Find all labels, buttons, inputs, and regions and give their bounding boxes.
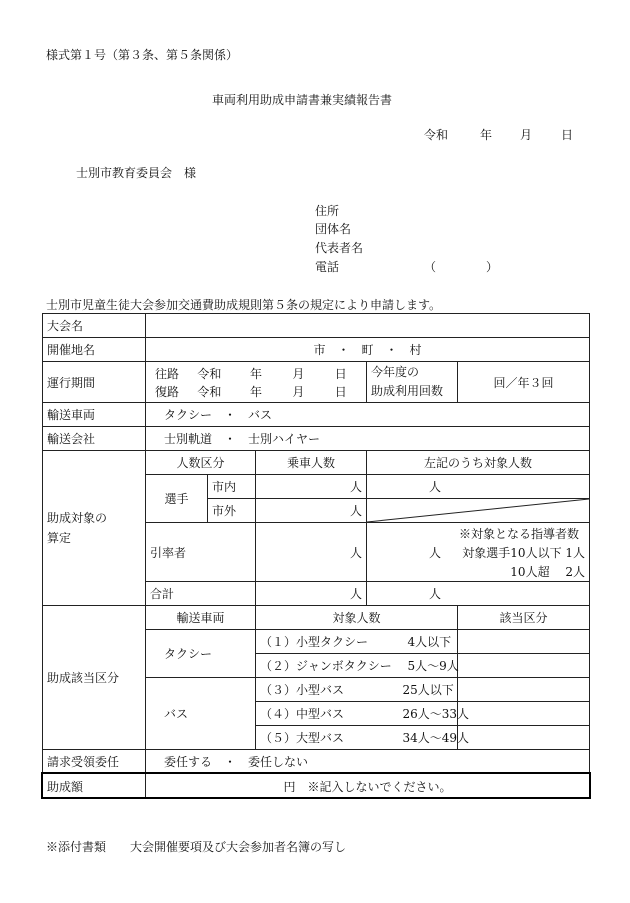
calc-label-line2: 算定 xyxy=(47,531,72,545)
leaders-note-line1: 対象選手10人以下 1人 xyxy=(462,546,586,560)
class-header-row xyxy=(43,606,590,630)
date-era: 令和 xyxy=(424,128,449,142)
vehicle-field[interactable]: タクシー ・ バス xyxy=(146,403,590,427)
row-amount xyxy=(43,774,590,799)
calc-label xyxy=(43,451,146,606)
total-riders-field[interactable]: 人 xyxy=(256,582,367,606)
class-2-range: 5人～9人 xyxy=(407,659,459,673)
period-label: 運行期間 xyxy=(43,362,146,403)
company-label: 輸送会社 xyxy=(43,427,146,451)
event-name-field[interactable] xyxy=(146,314,590,338)
return-month: 月 xyxy=(292,384,305,399)
class-2-check[interactable] xyxy=(458,654,590,678)
class-1-item xyxy=(256,630,458,654)
phone-paren-open: （ xyxy=(424,260,437,274)
phone-paren-close: ） xyxy=(486,260,499,274)
row-vehicle xyxy=(43,403,590,427)
leaders-note-line2: 10人超 2人 xyxy=(510,565,586,579)
usage-label xyxy=(367,362,458,403)
intro-text: 士別市児童生徒大会参加交通費助成規則第５条の規定により申請します。 xyxy=(46,298,442,312)
date-month: 月 xyxy=(520,128,533,142)
organization-label: 団体名 xyxy=(315,222,352,236)
delegation-field[interactable]: 委任する ・ 委任しない xyxy=(146,750,590,774)
addressee: 士別市教育委員会 様 xyxy=(76,166,197,180)
class-4-check[interactable] xyxy=(458,702,590,726)
row-delegation xyxy=(43,750,590,774)
leaders-label: 引率者 xyxy=(146,523,256,582)
form-title: 車両利用助成申請書兼実績報告書 xyxy=(212,93,393,107)
city-in-label: 市内 xyxy=(208,475,256,499)
calc-label-line1: 助成対象の xyxy=(47,511,108,525)
return-day: 日 xyxy=(334,384,347,399)
class-5-item xyxy=(256,726,470,750)
form-number: 様式第１号（第３条、第５条関係） xyxy=(46,48,239,62)
vehicle-label: 輸送車両 xyxy=(43,403,146,427)
class-2-name: （２）ジャンボタクシー xyxy=(260,659,392,673)
usage-field[interactable]: 回／年３回 xyxy=(458,362,590,403)
leaders-target-unit: 人 xyxy=(429,546,442,560)
total-target-field[interactable]: 人 xyxy=(367,582,590,606)
venue-label: 開催地名 xyxy=(43,338,146,362)
total-label: 合計 xyxy=(146,582,256,606)
class-5-name: （５）大型バス xyxy=(260,731,345,745)
class-4-name: （４）中型バス xyxy=(260,707,345,721)
class-label: 助成該当区分 xyxy=(43,606,146,750)
row-event-name xyxy=(43,314,590,338)
class-header-count: 対象人数 xyxy=(256,606,458,630)
class-3-range: 25人以下 xyxy=(402,683,454,697)
amount-label: 助成額 xyxy=(43,774,146,799)
event-name-label: 大会名 xyxy=(43,314,146,338)
attachments-note: ※添付書類 大会開催要項及び大会参加者名簿の写し xyxy=(46,840,347,854)
class-5-check[interactable] xyxy=(458,726,590,750)
period-field[interactable] xyxy=(146,362,367,403)
class-header-vehicle: 輸送車両 xyxy=(146,606,256,630)
return-label: 復路 xyxy=(154,384,179,399)
class-3-item xyxy=(256,678,458,702)
outbound-row xyxy=(150,364,362,382)
amount-field: 円 ※記入しないでください。 xyxy=(146,774,590,799)
date-day: 日 xyxy=(561,128,574,142)
row-period xyxy=(43,362,590,403)
class-2-item xyxy=(256,654,458,678)
class-1-check[interactable] xyxy=(458,630,590,654)
class-5-range: 34人～49人 xyxy=(402,731,470,745)
return-era: 令和 xyxy=(197,384,222,399)
outbound-year: 年 xyxy=(249,366,262,381)
outbound-era: 令和 xyxy=(197,366,222,381)
calc-header-category: 人数区分 xyxy=(146,451,256,475)
outbound-label: 往路 xyxy=(154,366,179,381)
row-company xyxy=(43,427,590,451)
delegation-label: 請求受領委任 xyxy=(43,750,146,774)
leaders-target-field[interactable] xyxy=(367,523,590,582)
class-3-check[interactable] xyxy=(458,678,590,702)
representative-label: 代表者名 xyxy=(315,241,364,255)
row-venue xyxy=(43,338,590,362)
class-1-name: （１）小型タクシー xyxy=(260,635,369,649)
bus-label: バス xyxy=(146,678,256,750)
class-4-item xyxy=(256,702,470,726)
date-year: 年 xyxy=(480,128,493,142)
calc-header-row xyxy=(43,451,590,475)
venue-field[interactable]: 市 ・ 町 ・ 村 xyxy=(146,338,590,362)
leaders-note-title: ※対象となる指導者数 xyxy=(459,527,580,541)
outbound-month: 月 xyxy=(292,366,305,381)
city-out-label: 市外 xyxy=(208,499,256,523)
return-year: 年 xyxy=(249,384,262,399)
calc-header-target: 左記のうち対象人数 xyxy=(367,451,590,475)
usage-label-line2: 助成利用回数 xyxy=(371,384,444,398)
class-3-name: （３）小型バス xyxy=(260,683,345,697)
address-label: 住所 xyxy=(315,204,340,218)
company-field[interactable]: 士別軌道 ・ 士別ハイヤー xyxy=(146,427,590,451)
city-out-riders-field[interactable]: 人 xyxy=(256,499,367,523)
taxi-label: タクシー xyxy=(146,630,256,678)
class-header-class: 該当区分 xyxy=(458,606,590,630)
leaders-riders-field[interactable]: 人 xyxy=(256,523,367,582)
application-table xyxy=(42,313,590,799)
players-label: 選手 xyxy=(146,475,208,523)
return-row xyxy=(150,382,362,400)
usage-label-line1: 今年度の xyxy=(371,365,420,379)
class-1-range: 4人以下 xyxy=(407,635,452,649)
city-in-riders-field[interactable]: 人 xyxy=(256,475,367,499)
calc-header-riders: 乗車人数 xyxy=(256,451,367,475)
city-in-target-field[interactable]: 人 xyxy=(367,475,590,499)
diagonal-strike xyxy=(367,499,589,522)
class-4-range: 26人～33人 xyxy=(402,707,470,721)
city-out-target-crossed xyxy=(367,499,590,523)
phone-label: 電話 xyxy=(315,260,340,274)
outbound-day: 日 xyxy=(334,366,347,381)
